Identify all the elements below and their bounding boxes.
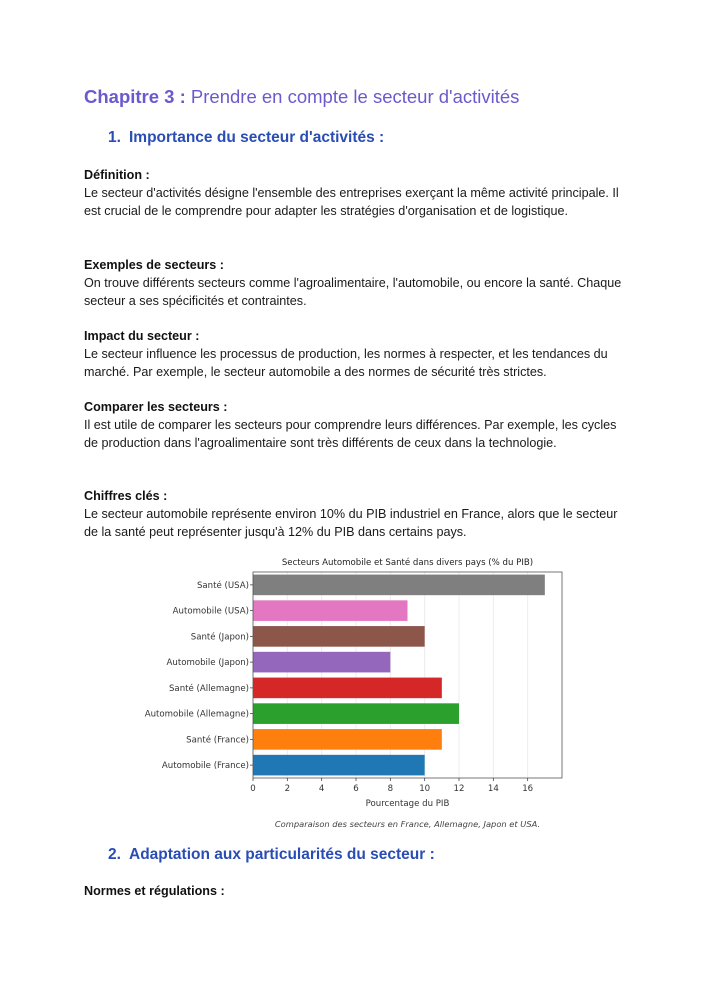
chart-bar xyxy=(253,575,545,596)
chart-bar xyxy=(253,626,425,647)
examples-text: On trouve différents secteurs comme l'agroalimentaire, l'automobile, ou encore la santé. Chaque secteur a ses spécificités et contraintes. xyxy=(84,276,622,308)
impact-text: Le secteur influence les processus de production, les normes à respecter, et les tendances du marché. Par exemple, le secteur automobile a des normes de sécurité très strictes. xyxy=(84,347,608,379)
chart-x-axis-label: Pourcentage du PIB xyxy=(365,799,450,809)
key-figures-block xyxy=(84,487,624,541)
chart-x-tick-label: 8 xyxy=(387,784,394,794)
compare-label: Comparer les secteurs : xyxy=(84,400,228,414)
definition-text: Le secteur d'activités désigne l'ensemble des entreprises exerçant la même activité principale. Il est crucial de le comprendre pour adapter les stratégies d'organisation et de logistique. xyxy=(84,186,619,218)
chart-category-label: Santé (Japon) xyxy=(190,632,249,643)
definition-label: Définition : xyxy=(84,168,150,182)
key-figures-label: Chiffres clés : xyxy=(84,489,168,503)
chart-x-tick-label: 0 xyxy=(250,784,256,794)
chart-bar xyxy=(253,729,442,750)
chart-category-label: Automobile (Japon) xyxy=(166,658,249,669)
chart-category-label: Automobile (Allemagne) xyxy=(144,709,249,720)
chart-bar xyxy=(253,652,390,673)
chapter-heading xyxy=(84,86,519,108)
chart-x-tick-label: 10 xyxy=(419,784,431,794)
chart-bar xyxy=(253,703,459,724)
chart-x-tick-label: 12 xyxy=(453,784,465,794)
section-1-heading xyxy=(108,129,384,147)
compare-text: Il est utile de comparer les secteurs pour comprendre leurs différences. Par exemple, les cycles de production dans l'agroalimentaire sont très différents de ceux dans la technologie. xyxy=(84,418,617,450)
norms-block xyxy=(84,882,624,900)
norms-label: Normes et régulations : xyxy=(84,884,225,898)
compare-block xyxy=(84,398,624,452)
chapter-prefix: Chapitre 3 : xyxy=(84,86,186,107)
section-2-number: 2. xyxy=(108,846,121,863)
section-2-title: Adaptation aux particularités du secteur : xyxy=(129,846,435,863)
examples-label: Exemples de secteurs : xyxy=(84,258,225,272)
chart-x-tick-label: 2 xyxy=(284,784,291,794)
chart-category-label: Santé (France) xyxy=(186,735,249,746)
chart-category-label: Santé (Allemagne) xyxy=(168,683,249,694)
chart-svg xyxy=(130,552,580,832)
chart-x-tick-label: 6 xyxy=(353,784,359,794)
section-2-heading xyxy=(108,846,435,864)
section-1-number: 1. xyxy=(108,129,121,146)
section-1-title: Importance du secteur d'activités : xyxy=(129,129,385,146)
chart-bar xyxy=(253,600,408,621)
chart-x-tick-label: 16 xyxy=(522,784,534,794)
chart-x-tick-label: 4 xyxy=(318,784,325,794)
chart-category-label: Automobile (USA) xyxy=(172,606,249,617)
chapter-title: Prendre en compte le secteur d'activités xyxy=(190,86,520,107)
chart-category-label: Santé (USA) xyxy=(196,580,249,591)
sector-chart xyxy=(130,552,580,832)
chart-x-tick-label: 14 xyxy=(487,784,499,794)
key-figures-text: Le secteur automobile représente environ 10% du PIB industriel en France, alors que le secteur de la santé peut représenter jusqu'à 12% du PIB dans certains pays. xyxy=(84,507,618,539)
chart-category-label: Automobile (France) xyxy=(161,761,249,772)
chart-caption: Comparaison des secteurs en France, Allemagne, Japon et USA. xyxy=(274,819,541,829)
chart-title: Secteurs Automobile et Santé dans divers pays (% du PIB) xyxy=(281,558,534,568)
impact-block xyxy=(84,327,624,381)
examples-block xyxy=(84,256,624,310)
impact-label: Impact du secteur : xyxy=(84,329,200,343)
chart-bar xyxy=(253,755,425,776)
chart-bar xyxy=(253,678,442,699)
definition-block xyxy=(84,166,624,220)
